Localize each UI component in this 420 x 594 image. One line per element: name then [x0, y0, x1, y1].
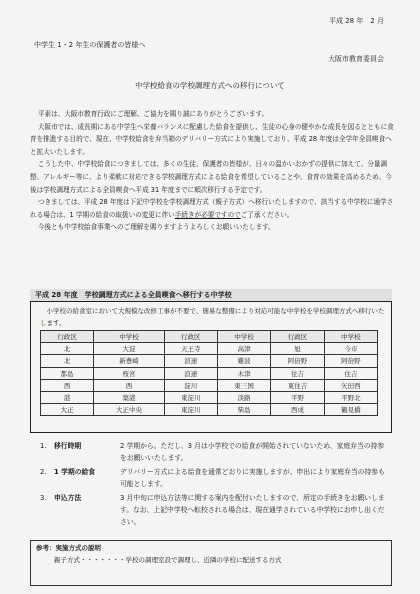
table-cell: 旭: [271, 343, 324, 355]
table-cell: 港: [41, 391, 94, 403]
box-intro: [40, 306, 386, 329]
header-cell: 中学校: [324, 331, 377, 343]
body-text: つきましては、平成 28 年度は下記中学校を学校調理方式（親子方式）へ移行いたしますので、該当する中学校に通学される場合は、1 学期の給食の取扱いの変更に伴い: [30, 198, 394, 219]
body-paragraph: こうした中、中学校給食につきましては、多くの生徒、保護者の皆様が、日々の温かいおかずの提供に加えて、分量調整、アレルギー等に、より柔軟に対応できる学校調理方式による給食を希望していることや、食育の効果を高めるため、今後は学校調理方式による全員喫食へ平成 31 年度までに順次移行する予定です。: [30, 160, 392, 194]
table-row: [41, 367, 378, 379]
document-date: 平成 28 年 2 月: [328, 17, 384, 25]
table-cell: 柴島: [217, 404, 270, 416]
table-cell: 矢田西: [324, 379, 377, 391]
item-text-application: 3 月中旬に申込方法等に関する案内を配付いたしますので、所定の手続きをお願いします。なお、上記中学校へ転校される場合は、現在通学されている中学校にお申し出ください。: [120, 494, 385, 526]
table-cell: 平野: [271, 391, 324, 403]
table-cell: 阿倍野: [271, 355, 324, 367]
item-text-timing: 2 学期から。ただし、3 月は小学校での給食が開始されていないため、家庭弁当の持参をお願いいたします。: [120, 442, 385, 462]
table-cell: 木津: [217, 367, 270, 379]
table-cell: 浪速: [164, 367, 217, 379]
table-cell: 桜宮: [94, 367, 164, 379]
table-cell: 都島: [41, 367, 94, 379]
table-cell: 難波: [217, 355, 270, 367]
table-cell: 住吉: [271, 367, 324, 379]
table-header-row: [41, 331, 378, 343]
table-cell: 住吉: [324, 367, 377, 379]
table-cell: 平野北: [324, 391, 377, 403]
document-title: 中学校給食の学校調理方式への移行について: [135, 81, 285, 90]
table-row: [41, 404, 378, 416]
table-cell: 阿倍野: [324, 355, 377, 367]
table-cell: 淀川: [164, 379, 217, 391]
table-cell: 西: [41, 379, 94, 391]
header-cell: 行政区: [271, 331, 324, 343]
item-text-first-term: デリバリー方式による給食を通常どおりに実施しますが、申出により家庭弁当の持参も可能とします。: [120, 468, 385, 488]
table-cell: 北: [41, 343, 94, 355]
table-row: [41, 355, 378, 367]
table-cell: 鶴見橋: [324, 404, 377, 416]
closing-paragraph: 今後とも中学校給食事業へのご理解を賜りますようよろしくお願いいたします。: [37, 223, 275, 232]
item-label-first-term: 1 学期の給食: [54, 468, 96, 476]
body-paragraph: 平素は、大阪市教育行政にご理解、ご協力を賜り誠にありがとうございます。: [37, 110, 269, 118]
box-intro-text: 小学校の給食室において大規模な改修工事が不要で、簡易な整備により対応可能な中学校を学校調理方式へ移行いたします。: [40, 307, 385, 327]
table-row: [41, 379, 378, 391]
table-cell: 天王寺: [164, 343, 217, 355]
box-heading: 平成 28 年度 学校調理方式による全員喫食へ移行する中学校: [30, 289, 392, 302]
header-cell: 行政区: [164, 331, 217, 343]
item-number: 1.: [40, 442, 47, 450]
table-cell: 東淀川: [164, 404, 217, 416]
table-cell: 東淀川: [164, 391, 217, 403]
table-cell: 北: [41, 355, 94, 367]
table-cell: 浪速: [164, 355, 217, 367]
header-cell: 中学校: [217, 331, 270, 343]
sender-line: 大阪市教育委員会: [328, 55, 384, 63]
table-cell: 西成: [271, 404, 324, 416]
table-cell: 淡路: [217, 391, 270, 403]
table-cell: 東三国: [217, 379, 270, 391]
table-cell: 大正: [41, 404, 94, 416]
table-cell: 東住吉: [271, 379, 324, 391]
table-row: [41, 343, 378, 355]
item-number: 3.: [40, 494, 47, 502]
letter-body: [30, 108, 394, 234]
header-cell: 行政区: [41, 331, 94, 343]
underlined-text: 手続きが必要ですので: [174, 210, 241, 219]
reference-title: 参考：実施方式の説明: [36, 544, 101, 552]
table-cell: 大正中央: [94, 404, 164, 416]
table-cell: 今市: [324, 343, 377, 355]
item-label-application: 申込方法: [54, 494, 82, 502]
item-number: 2.: [40, 468, 47, 476]
reference-text: 親子方式・・・・・・・学校の調理室設で調理し、近隣の学校に配送する方式: [54, 556, 282, 564]
header-cell: 中学校: [94, 331, 164, 343]
table-cell: 築港: [94, 391, 164, 403]
recipient-line: 中学生 1・2 年生の保護者の皆様へ: [34, 41, 146, 49]
table-row: [41, 391, 378, 403]
body-paragraph: 大阪市では、成長期にある中学生へ栄養バランスに配慮した給食を提供し、生徒の心身の健やかな成長を図るとともに食育を推進する目的で、現在、中学校給食を弁当箱のデリバリー方式により実施しており、平成 28 年度は全学年全員喫食へと拡大いたします。: [30, 122, 394, 156]
body-text: ご了承ください。: [240, 210, 294, 219]
table-cell: 高津: [217, 343, 270, 355]
schools-table: [40, 330, 378, 416]
table-cell: 大淀: [94, 343, 164, 355]
table-cell: 新豊崎: [94, 355, 164, 367]
table-cell: 西: [94, 379, 164, 391]
item-label-timing: 移行時期: [54, 442, 82, 450]
body-paragraph: [30, 196, 394, 221]
